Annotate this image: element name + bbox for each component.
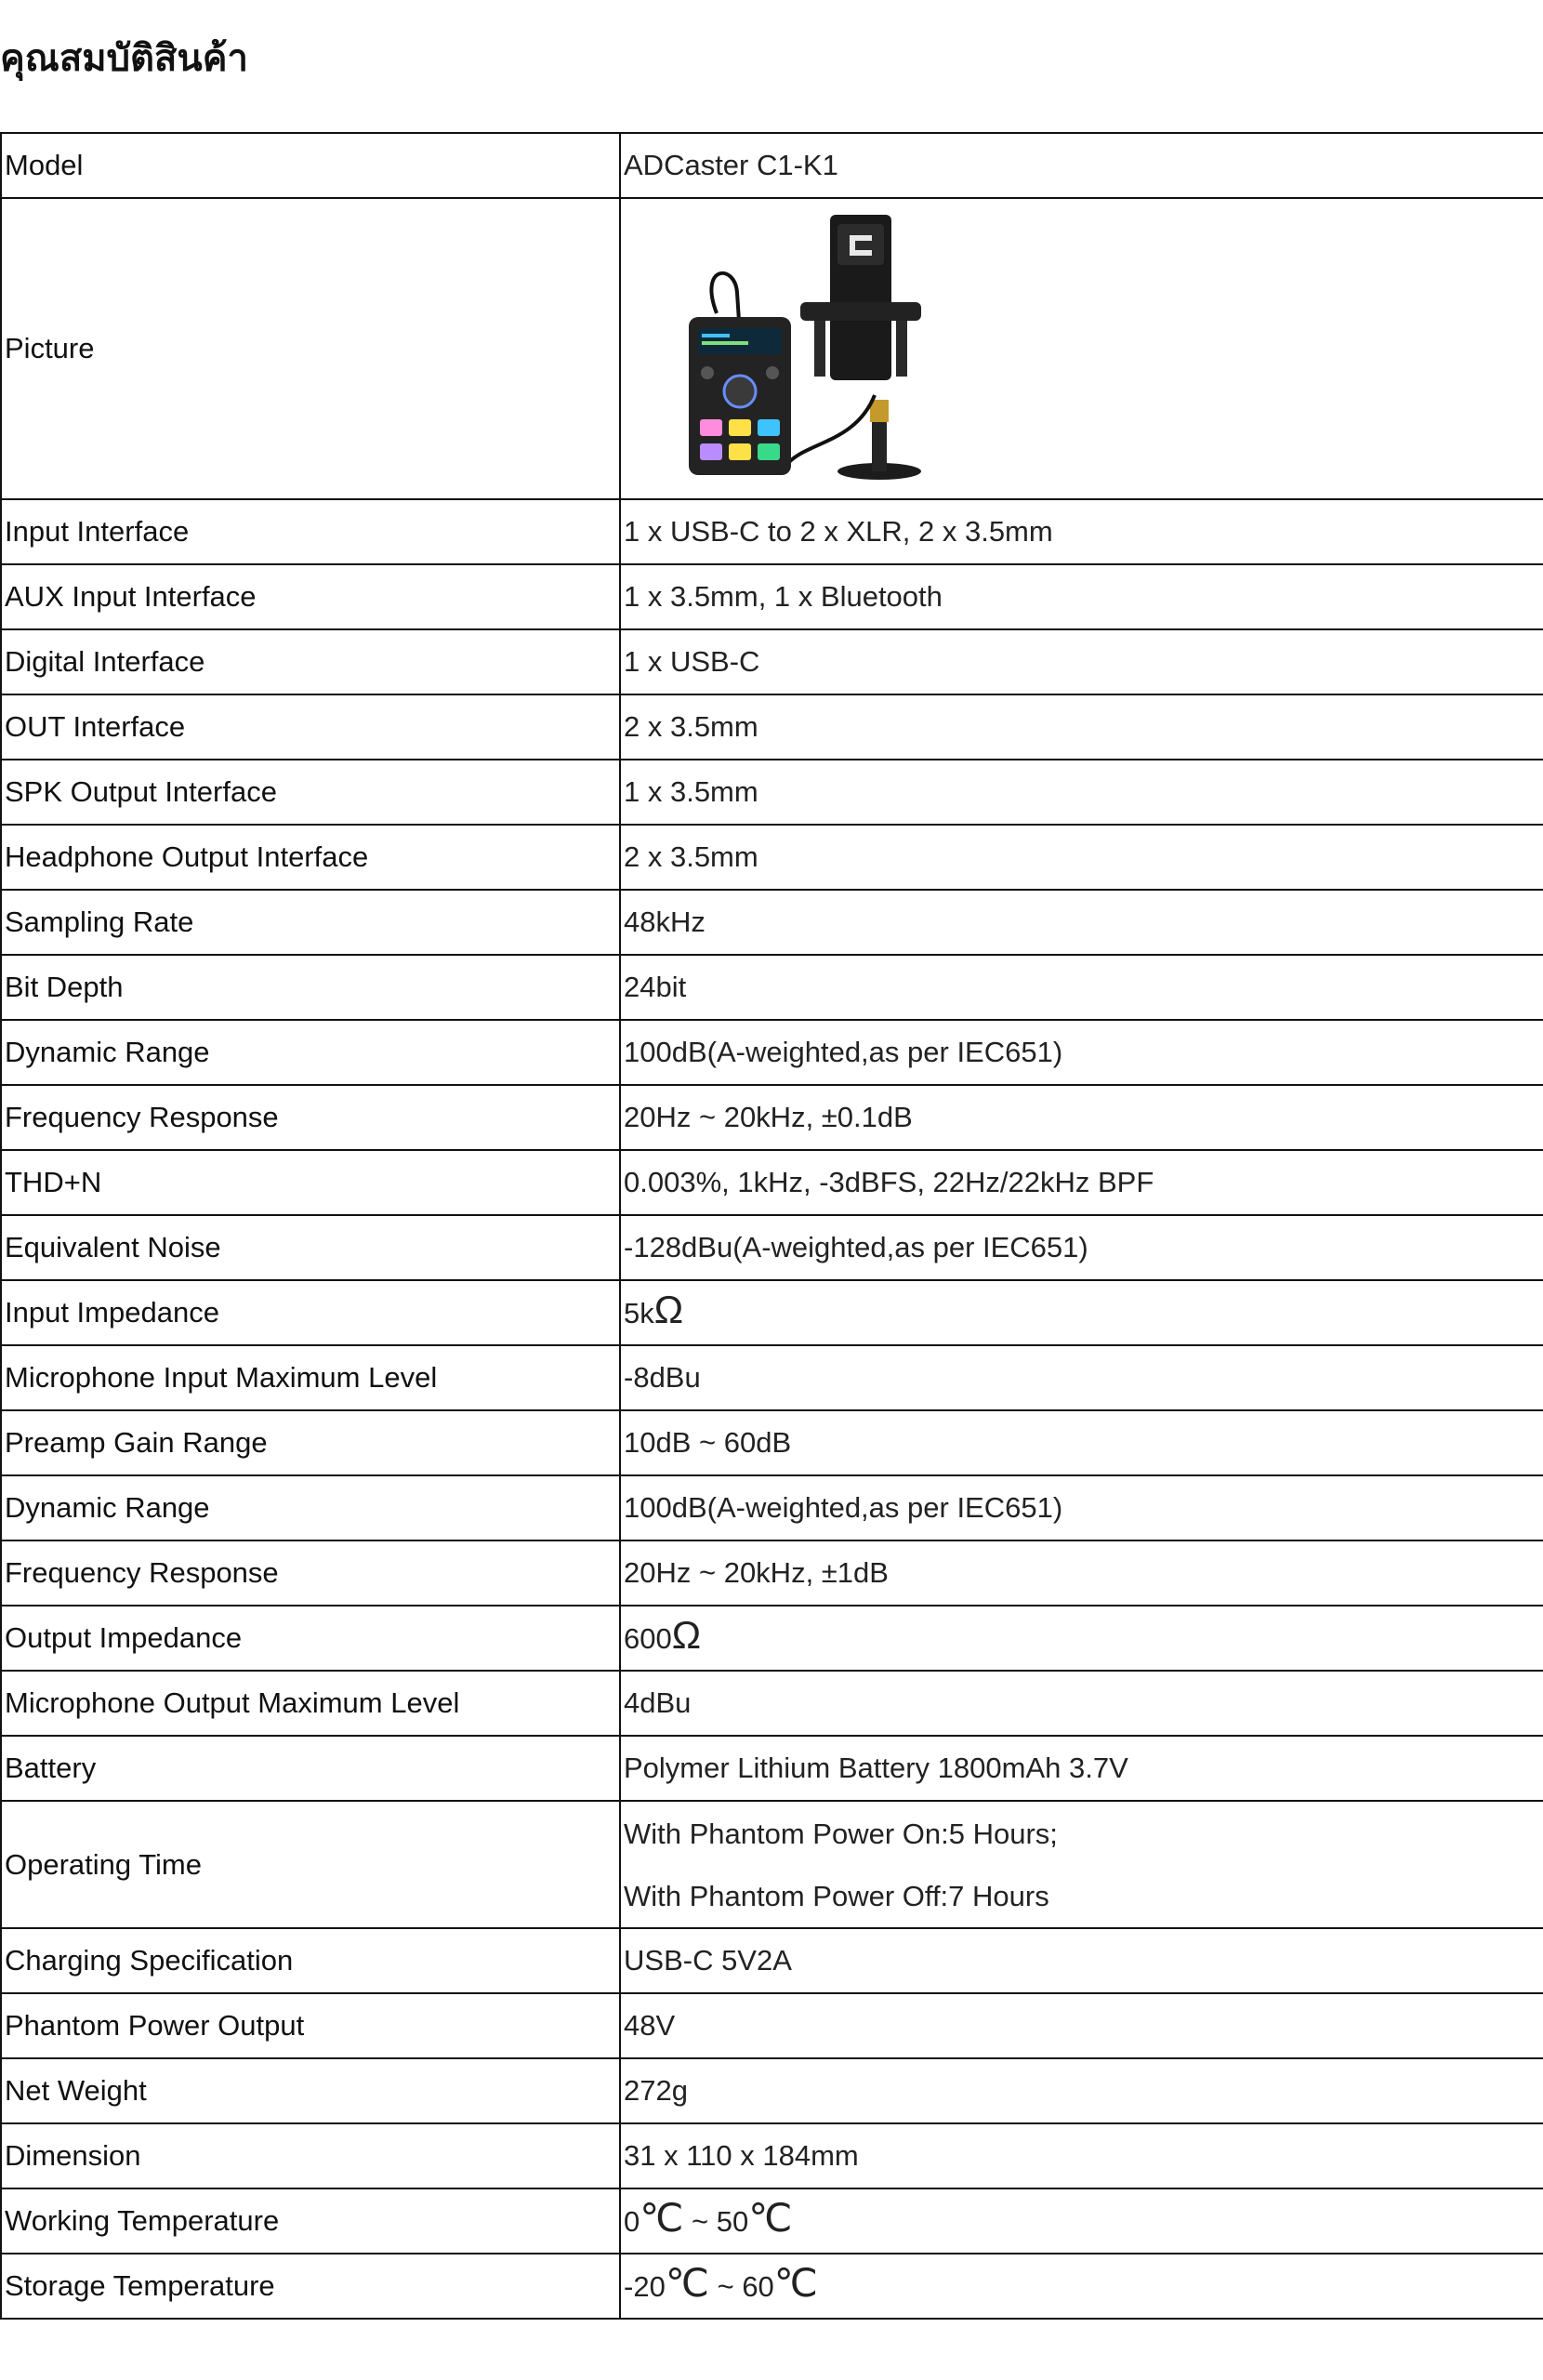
spec-value: 48V bbox=[620, 1993, 1543, 2058]
spec-value: USB-C 5V2A bbox=[620, 1928, 1543, 1993]
spec-row-working-temperature bbox=[1, 2188, 1543, 2254]
spec-value: 0.003%, 1kHz, -3dBFS, 22Hz/22kHz BPF bbox=[620, 1150, 1543, 1215]
spec-label: Dynamic Range bbox=[1, 1475, 620, 1540]
spec-row-dimension bbox=[1, 2123, 1543, 2188]
spec-label: OUT Interface bbox=[1, 694, 620, 760]
spec-value: -8dBu bbox=[620, 1345, 1543, 1410]
spec-value bbox=[620, 1606, 1543, 1671]
spec-row-input-interface bbox=[1, 499, 1543, 564]
unit-symbol: ℃ bbox=[665, 2261, 709, 2305]
spec-value-line: With Phantom Power Off:7 Hours bbox=[624, 1879, 1049, 1912]
spec-value: 1 x 3.5mm bbox=[620, 760, 1543, 825]
spec-row-output-impedance bbox=[1, 1606, 1543, 1671]
spec-value: 4dBu bbox=[620, 1671, 1543, 1736]
spec-row-frequency-response bbox=[1, 1540, 1543, 1606]
spec-value-text: 0 bbox=[624, 2205, 640, 2238]
spec-value: 1 x USB-C bbox=[620, 629, 1543, 694]
spec-row-preamp-gain-range bbox=[1, 1410, 1543, 1475]
spec-label: AUX Input Interface bbox=[1, 564, 620, 629]
spec-row-microphone-input-maximum-level bbox=[1, 1345, 1543, 1410]
spec-row-microphone-output-maximum-level bbox=[1, 1671, 1543, 1736]
spec-label: Phantom Power Output bbox=[1, 1993, 620, 2058]
spec-value: 10dB ~ 60dB bbox=[620, 1410, 1543, 1475]
spec-label: Battery bbox=[1, 1736, 620, 1801]
spec-row-operating-time bbox=[1, 1801, 1543, 1928]
spec-value: 100dB(A-weighted,as per IEC651) bbox=[620, 1020, 1543, 1085]
spec-label: Frequency Response bbox=[1, 1540, 620, 1606]
spec-label: Dimension bbox=[1, 2123, 620, 2188]
spec-label: Input Interface bbox=[1, 499, 620, 564]
spec-row-headphone-output-interface bbox=[1, 825, 1543, 890]
spec-label: Dynamic Range bbox=[1, 1020, 620, 1085]
spec-row-model bbox=[1, 133, 1543, 198]
unit-symbol: ℃ bbox=[773, 2261, 818, 2305]
spec-label: Digital Interface bbox=[1, 629, 620, 694]
spec-row-out-interface bbox=[1, 694, 1543, 760]
spec-row-sampling-rate bbox=[1, 890, 1543, 955]
spec-value: 20Hz ~ 20kHz, ±0.1dB bbox=[620, 1085, 1543, 1150]
unit-symbol: Ω bbox=[671, 1613, 702, 1657]
spec-value: 2 x 3.5mm bbox=[620, 825, 1543, 890]
spec-label: Preamp Gain Range bbox=[1, 1410, 620, 1475]
spec-value: ADCaster C1-K1 bbox=[620, 133, 1543, 198]
spec-label: THD+N bbox=[1, 1150, 620, 1215]
product-image bbox=[679, 209, 940, 488]
spec-label: Charging Specification bbox=[1, 1928, 620, 1993]
spec-row-dynamic-range bbox=[1, 1020, 1543, 1085]
spec-label: Net Weight bbox=[1, 2058, 620, 2123]
spec-value bbox=[620, 2188, 1543, 2254]
spec-row-aux-input-interface bbox=[1, 564, 1543, 629]
spec-label: Picture bbox=[1, 198, 620, 499]
spec-label: Bit Depth bbox=[1, 955, 620, 1020]
spec-label: Model bbox=[1, 133, 620, 198]
spec-label: Sampling Rate bbox=[1, 890, 620, 955]
spec-row-frequency-response bbox=[1, 1085, 1543, 1150]
spec-value bbox=[620, 1801, 1543, 1928]
spec-label: SPK Output Interface bbox=[1, 760, 620, 825]
spec-value: 272g bbox=[620, 2058, 1543, 2123]
spec-value: 1 x 3.5mm, 1 x Bluetooth bbox=[620, 564, 1543, 629]
spec-value: -128dBu(A-weighted,as per IEC651) bbox=[620, 1215, 1543, 1280]
spec-label: Frequency Response bbox=[1, 1085, 620, 1150]
spec-table-body bbox=[1, 133, 1543, 2319]
spec-value: Polymer Lithium Battery 1800mAh 3.7V bbox=[620, 1736, 1543, 1801]
spec-value-text: -20 bbox=[624, 2270, 666, 2303]
spec-label: Headphone Output Interface bbox=[1, 825, 620, 890]
spec-row-charging-specification bbox=[1, 1928, 1543, 1993]
spec-value-text: 600 bbox=[624, 1622, 672, 1655]
spec-row-spk-output-interface bbox=[1, 760, 1543, 825]
spec-row-phantom-power-output bbox=[1, 1993, 1543, 2058]
spec-value-text: ~ 60 bbox=[708, 2270, 774, 2303]
spec-label: Equivalent Noise bbox=[1, 1215, 620, 1280]
spec-label: Microphone Input Maximum Level bbox=[1, 1345, 620, 1410]
spec-row-input-impedance bbox=[1, 1280, 1543, 1345]
spec-row-net-weight bbox=[1, 2058, 1543, 2123]
spec-row-picture bbox=[1, 198, 1543, 499]
unit-symbol: ℃ bbox=[748, 2196, 793, 2240]
spec-row-equivalent-noise bbox=[1, 1215, 1543, 1280]
spec-picture bbox=[620, 198, 1543, 499]
spec-value: 1 x USB-C to 2 x XLR, 2 x 3.5mm bbox=[620, 499, 1543, 564]
spec-label: Microphone Output Maximum Level bbox=[1, 1671, 620, 1736]
spec-value bbox=[620, 2254, 1543, 2319]
spec-label: Storage Temperature bbox=[1, 2254, 620, 2319]
unit-symbol: ℃ bbox=[640, 2196, 684, 2240]
page-title: คุณสมบัติสินค้า bbox=[0, 37, 248, 80]
spec-value: 2 x 3.5mm bbox=[620, 694, 1543, 760]
unit-symbol: Ω bbox=[653, 1288, 684, 1331]
spec-value: 24bit bbox=[620, 955, 1543, 1020]
spec-value: 100dB(A-weighted,as per IEC651) bbox=[620, 1475, 1543, 1540]
spec-label: Output Impedance bbox=[1, 1606, 620, 1671]
spec-row-battery bbox=[1, 1736, 1543, 1801]
spec-row-dynamic-range bbox=[1, 1475, 1543, 1540]
spec-row-thd-n bbox=[1, 1150, 1543, 1215]
spec-label: Operating Time bbox=[1, 1801, 620, 1928]
spec-value: 20Hz ~ 20kHz, ±1dB bbox=[620, 1540, 1543, 1606]
spec-value: 31 x 110 x 184mm bbox=[620, 2123, 1543, 2188]
spec-row-bit-depth bbox=[1, 955, 1543, 1020]
spec-row-digital-interface bbox=[1, 629, 1543, 694]
spec-value-text: 5k bbox=[624, 1297, 654, 1329]
spec-value-line: With Phantom Power On:5 Hours; bbox=[624, 1817, 1058, 1850]
spec-label: Working Temperature bbox=[1, 2188, 620, 2254]
spec-value: 48kHz bbox=[620, 890, 1543, 955]
spec-label: Input Impedance bbox=[1, 1280, 620, 1345]
spec-table bbox=[0, 132, 1543, 2320]
spec-value-text: ~ 50 bbox=[683, 2205, 749, 2238]
spec-row-storage-temperature bbox=[1, 2254, 1543, 2319]
spec-value bbox=[620, 1280, 1543, 1345]
